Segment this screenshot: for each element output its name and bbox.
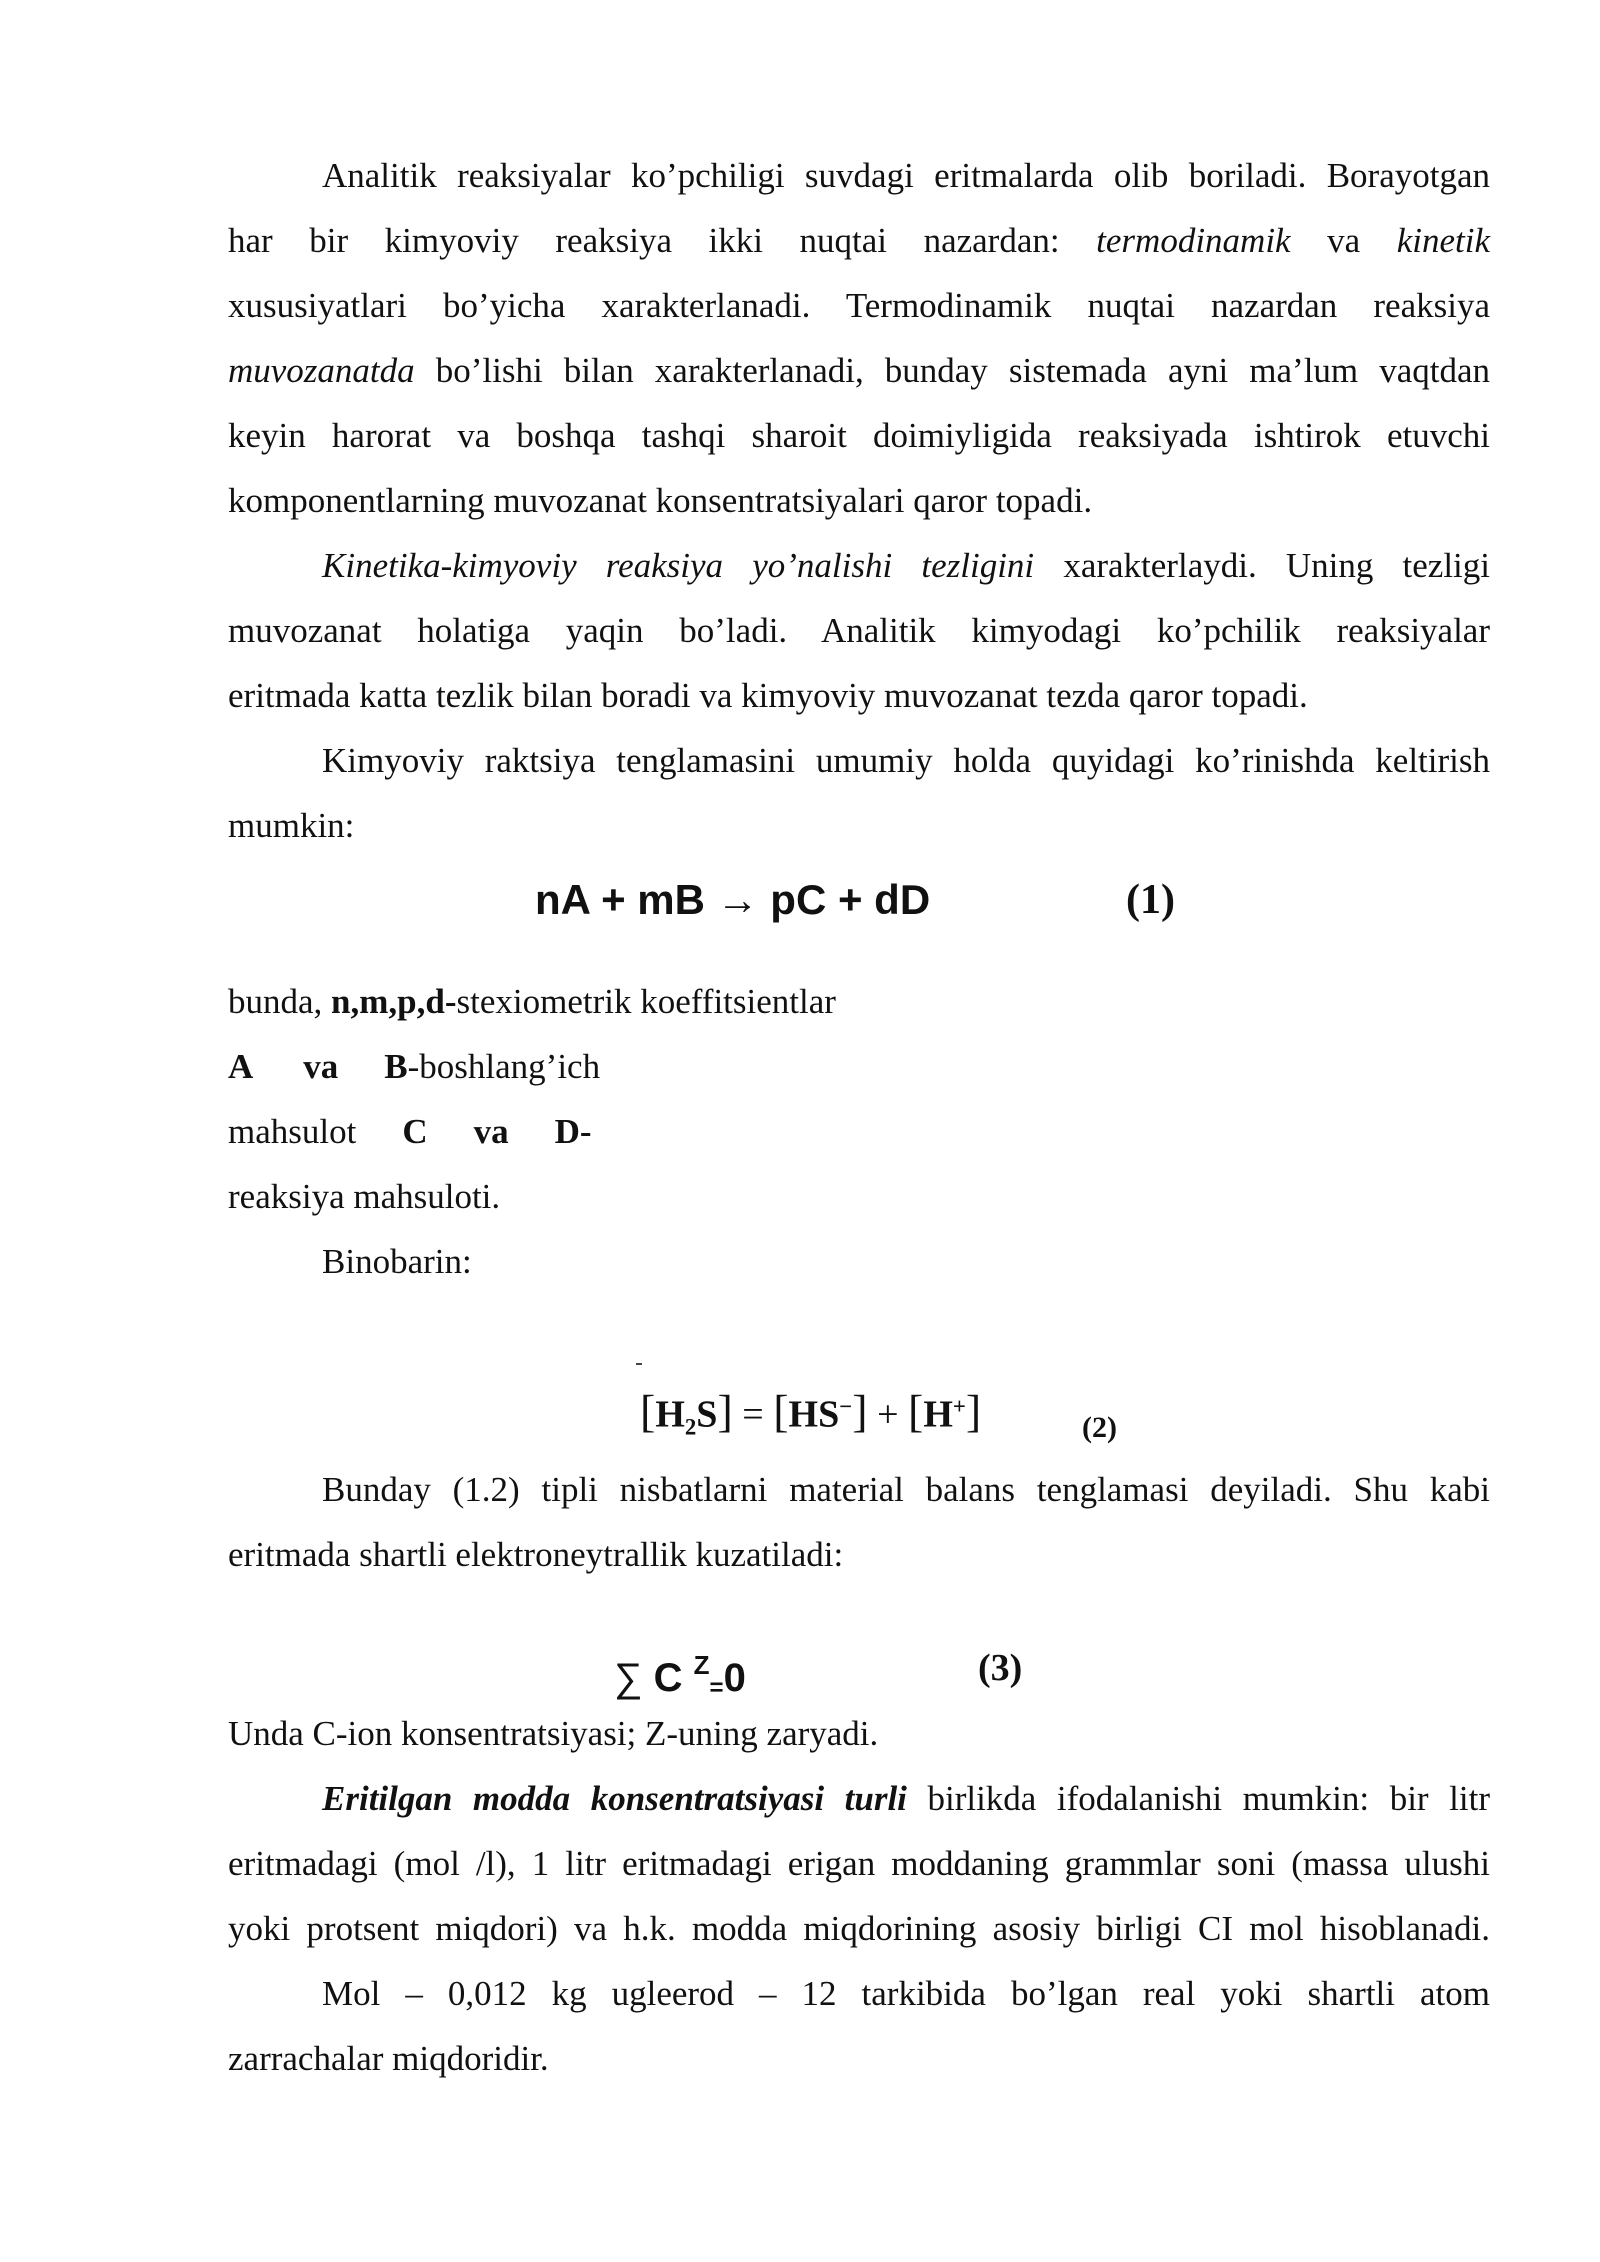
term-muvozanatda: muvozanatda bbox=[228, 351, 415, 390]
paragraph-1-line-4 bbox=[228, 349, 1490, 393]
text: yoki protsent miqdori) va h.k. modda miqdorining asosiy birligi CI mol hisoblanadi. bbox=[228, 1909, 1490, 1948]
term-kinetika: Kinetika-kimyoviy reaksiya yo’nalishi tezligini bbox=[322, 546, 1035, 585]
paragraph-1-line-3 bbox=[228, 284, 1490, 328]
text: stexiometrik koeffitsientlar bbox=[456, 982, 836, 1021]
symbol-a: A bbox=[228, 1047, 254, 1086]
paragraph-3-line-2 bbox=[228, 804, 1490, 848]
equation-1-formula: nA + mB → pC + dD bbox=[535, 876, 931, 923]
equation-number: (1) bbox=[1126, 877, 1175, 923]
bracket: [ bbox=[773, 1385, 789, 1437]
text: Binobarin: bbox=[322, 1242, 472, 1281]
bracket: [ bbox=[640, 1385, 656, 1437]
paragraph-1-line-2 bbox=[228, 219, 1490, 263]
text: mahsulot bbox=[228, 1112, 357, 1151]
text: mumkin: bbox=[228, 806, 355, 845]
paragraph-4-line-2 bbox=[228, 1533, 1490, 1577]
symbol-h: H bbox=[923, 1393, 953, 1436]
equals-sign: = bbox=[709, 1674, 724, 1702]
text: bunda, bbox=[228, 982, 323, 1021]
paragraph-2-line-1 bbox=[322, 544, 1490, 588]
bracket: ] bbox=[717, 1385, 733, 1437]
equation-number: (3) bbox=[978, 1647, 1023, 1689]
paragraph-1-line-5 bbox=[228, 414, 1490, 458]
equation-3-number bbox=[978, 1646, 1022, 1690]
term-eritilgan-modda: Eritilgan modda konsentratsiyasi turli bbox=[322, 1779, 907, 1818]
paragraph-4-line-1 bbox=[322, 1468, 1490, 1512]
paragraph-6-line-3 bbox=[228, 1907, 1490, 1951]
text: va bbox=[473, 1112, 509, 1151]
paragraph-2-line-3 bbox=[228, 674, 1490, 718]
paragraph-1-line-6 bbox=[228, 479, 1490, 523]
symbol-c: C bbox=[653, 1655, 683, 1700]
text: zarrachalar miqdoridir. bbox=[228, 2039, 549, 2078]
equation-1 bbox=[535, 876, 930, 924]
paragraph-3-line-1 bbox=[322, 739, 1490, 783]
text: har bir kimyoviy reaksiya ikki nuqtai nazardan: bbox=[228, 221, 1060, 260]
bracket: ] bbox=[965, 1385, 982, 1437]
text: xarakterlaydi. Uning tezligi bbox=[1063, 546, 1491, 585]
paragraph-6-line-2 bbox=[228, 1842, 1490, 1886]
zero: 0 bbox=[723, 1655, 746, 1700]
text: birlikda ifodalanishi mumkin: bir litr bbox=[927, 1779, 1490, 1818]
bracket: ] bbox=[852, 1385, 868, 1437]
charge-minus: − bbox=[839, 1394, 853, 1419]
text: va bbox=[303, 1047, 339, 1086]
subscript-2: 2 bbox=[684, 1414, 697, 1440]
term-kinetik: kinetik bbox=[1396, 221, 1491, 260]
symbol-d: D- bbox=[554, 1112, 592, 1151]
text: bo’lishi bilan xarakterlanadi, bunday sistemada ayni ma’lum vaqtdan bbox=[435, 351, 1491, 390]
text: muvozanat holatiga yaqin bo’ladi. Analitik kimyodagi ko’pchilik reaksiyalar bbox=[228, 611, 1490, 650]
equation-2 bbox=[640, 1382, 981, 1453]
symbol-b: B bbox=[384, 1047, 408, 1086]
text: Kimyoviy raktsiya tenglamasini umumiy holda quyidagi ko’rinishda keltirish bbox=[322, 741, 1490, 780]
definitions-line-1 bbox=[228, 980, 1490, 1024]
paragraph-6-line-1 bbox=[322, 1777, 1490, 1821]
definitions-line-4 bbox=[228, 1175, 1490, 1219]
text: xususiyatlari bo’yicha xarakterlanadi. Termodinamik nuqtai nazardan reaksiya bbox=[228, 286, 1490, 325]
text: Analitik reaksiyalar ko’pchiligi suvdagi eritmalarda olib boriladi. Borayotgan bbox=[322, 156, 1490, 195]
symbol-hs: HS bbox=[788, 1393, 840, 1436]
superscript-z: Z bbox=[693, 1650, 710, 1680]
term-termodinamik: termodinamik bbox=[1096, 221, 1291, 260]
text: komponentlarning muvozanat konsentratsiyalari qaror topadi. bbox=[228, 481, 1093, 520]
symbol-s: S bbox=[696, 1393, 718, 1436]
equation-3 bbox=[614, 1640, 746, 1714]
text: eritmada katta tezlik bilan boradi va kimyoviy muvozanat tezda qaror topadi. bbox=[228, 676, 1308, 715]
text: eritmadagi (mol /l), 1 litr eritmadagi erigan moddaning grammlar soni (massa ulushi bbox=[228, 1844, 1490, 1883]
equation-1-number bbox=[1126, 876, 1175, 924]
stray-mark bbox=[636, 1363, 642, 1365]
text: -boshlang’ich bbox=[407, 1047, 601, 1086]
text: reaksiya mahsuloti. bbox=[228, 1177, 501, 1216]
paragraph-2-line-2 bbox=[228, 609, 1490, 653]
equals-sign: = bbox=[742, 1393, 764, 1436]
definitions-line-5 bbox=[322, 1240, 1490, 1284]
text: Mol – 0,012 kg ugleerod – 12 tarkibida bo’lgan real yoki shartli atom bbox=[322, 1974, 1490, 2013]
paragraph-5-line-1 bbox=[228, 1712, 1490, 1756]
sigma-symbol: ∑ bbox=[614, 1655, 643, 1700]
paragraph-7-line-2 bbox=[228, 2037, 1490, 2081]
symbol-h: H bbox=[655, 1393, 685, 1436]
text: va bbox=[1327, 221, 1361, 260]
equation-number: (2) bbox=[1082, 1411, 1117, 1444]
equation-2-number bbox=[1082, 1410, 1117, 1446]
bracket: [ bbox=[908, 1385, 924, 1437]
paragraph-1-line-1 bbox=[322, 154, 1490, 198]
plus-sign: + bbox=[877, 1393, 899, 1436]
text: keyin harorat va boshqa tashqi sharoit doimiyligida reaksiyada ishtirok etuvchi bbox=[228, 416, 1490, 455]
definitions-line-3 bbox=[228, 1110, 1490, 1154]
text: eritmada shartli elektroneytrallik kuzatiladi: bbox=[228, 1535, 844, 1574]
text: Bunday (1.2) tipli nisbatlarni material balans tenglamasi deyiladi. Shu kabi bbox=[322, 1470, 1490, 1509]
coefficients: n,m,p,d- bbox=[331, 982, 457, 1021]
text: Unda C-ion konsentratsiyasi; Z-uning zaryadi. bbox=[228, 1714, 879, 1753]
paragraph-7-line-1 bbox=[322, 1972, 1490, 2016]
symbol-c: C bbox=[402, 1112, 428, 1151]
charge-plus: + bbox=[952, 1394, 966, 1419]
definitions-line-2 bbox=[228, 1045, 1490, 1089]
